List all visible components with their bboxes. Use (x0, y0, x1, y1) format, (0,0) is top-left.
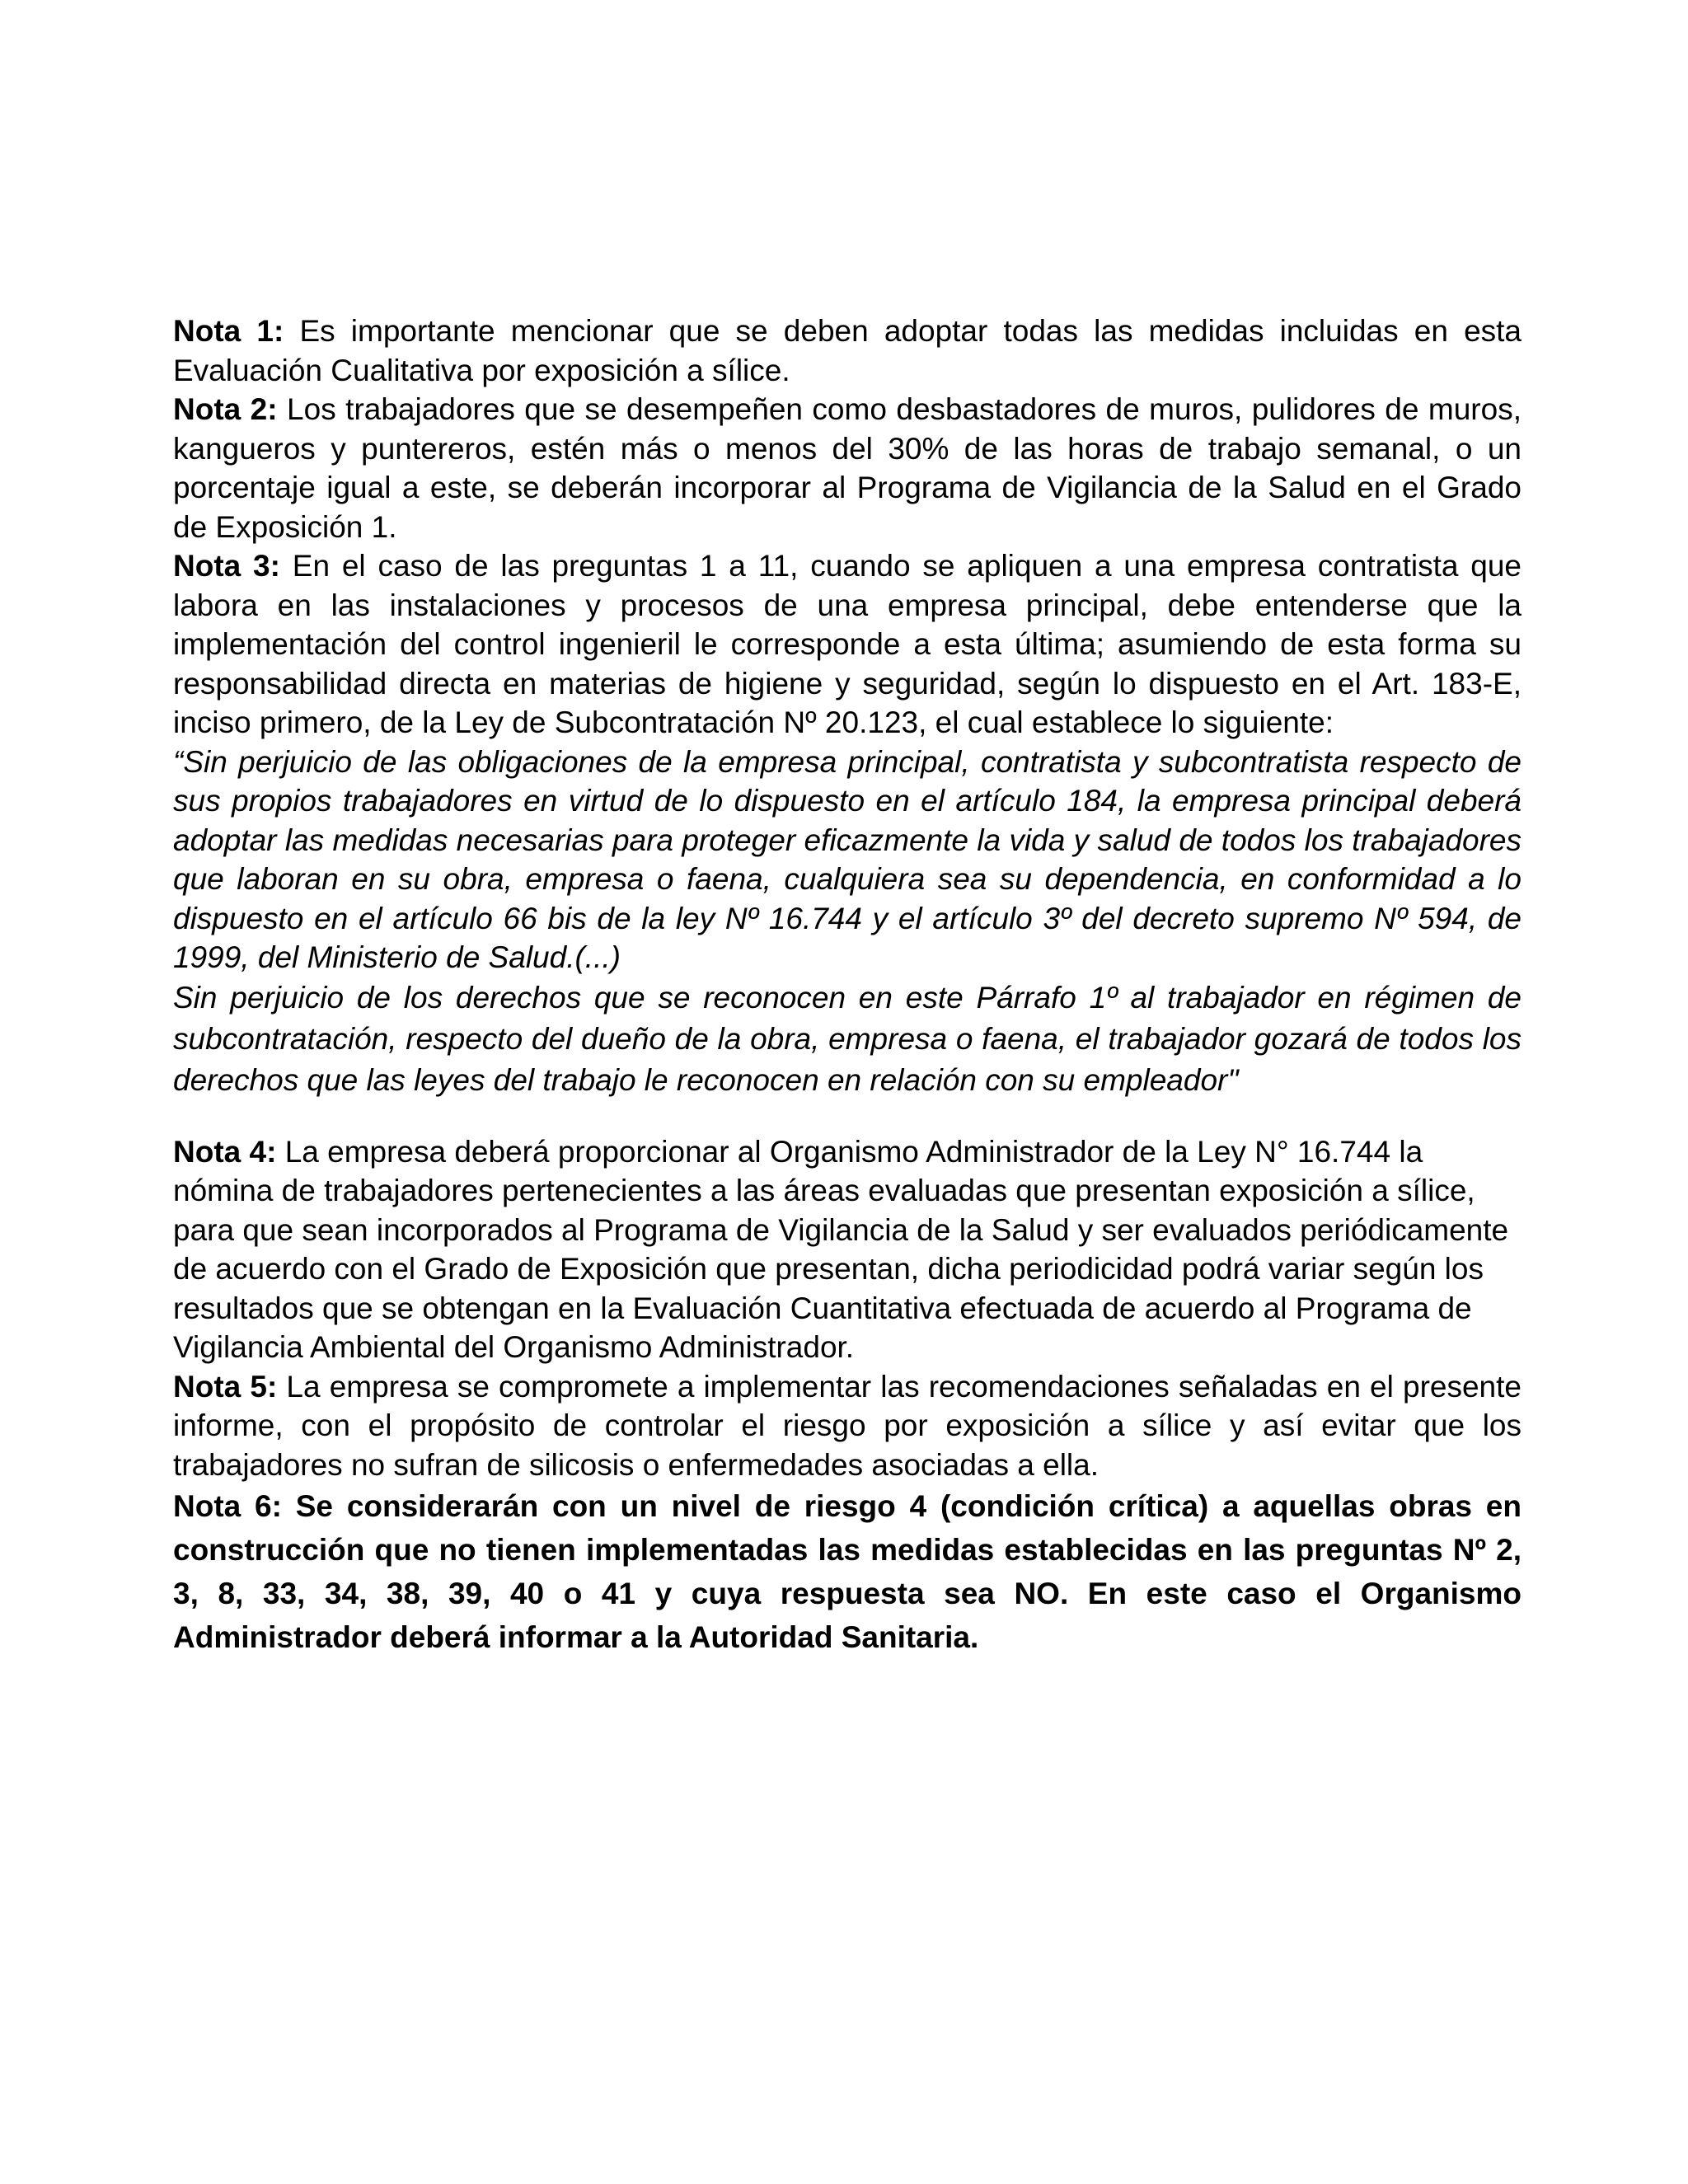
nota-2-paragraph (173, 390, 1522, 546)
notes-section (173, 312, 1522, 1659)
nota-6-paragraph (173, 1484, 1522, 1659)
nota-2-label: Nota 2: (173, 392, 278, 426)
nota-1-text: Es importante mencionar que se deben adoptar todas las medidas incluidas en esta Evaluación Cualitativa por exposición a sílice. (173, 314, 1522, 387)
nota-6-text: Se considerarán con un nivel de riesgo 4 (condición crítica) a aquellas obras en construcción que no tienen implementadas las medidas establecidas en las preguntas Nº 2, 3, 8, 33, 34, 38, 39, 40 o 41 y cuya respuesta sea NO. En este caso el Organismo Administrador deberá informar a la Autoridad Sanitaria. (173, 1489, 1522, 1654)
nota-5-label: Nota 5: (173, 1369, 278, 1404)
nota-3-label: Nota 3: (173, 549, 280, 583)
nota-4-paragraph (173, 1132, 1522, 1367)
legal-quote-part-2: Sin perjuicio de los derechos que se reconocen en este Párrafo 1º al trabajador en régimen de subcontratación, respecto del dueño de la obra, empresa o faena, el trabajador gozará de todos los derechos que las leyes del trabajo le reconocen en relación con su empleador" (173, 980, 1522, 1097)
nota-6-label: Nota 6: (173, 1489, 282, 1523)
nota-4-label: Nota 4: (173, 1134, 277, 1169)
nota-4-text: La empresa deberá proporcionar al Organismo Administrador de la Ley N° 16.744 la nómina de trabajadores pertenecientes a las áreas evaluadas que presentan exposición a sílice, para que sean incorporados al Programa de Vigilancia de la Salud y ser evaluados periódicamente de acuerdo con el Grado de Exposición que presentan, dicha periodicidad podrá variar según los resultados que se obtengan en la Evaluación Cuantitativa efectuada de acuerdo al Programa de Vigilancia Ambiental del Organismo Administrador. (173, 1134, 1509, 1364)
legal-quote-part-1: “Sin perjuicio de las obligaciones de la empresa principal, contratista y subcontratista respecto de sus propios trabajadores en virtud de lo dispuesto en el artículo 184, la empresa principal deberá adoptar las medidas necesarias para proteger eficazmente la vida y salud de todos los trabajadores que laboran en su obra, empresa o faena, cualquiera sea su dependencia, en conformidad a lo dispuesto en el artículo 66 bis de la ley Nº 16.744 y el artículo 3º del decreto supremo Nº 594, de 1999, del Ministerio de Salud.(...) (173, 744, 1522, 974)
nota-5-paragraph (173, 1367, 1522, 1485)
nota-2-text: Los trabajadores que se desempeñen como desbastadores de muros, pulidores de muros, kangueros y puntereros, estén más o menos del 30% de las horas de trabajo semanal, o un porcentaje igual a este, se deberán incorporar al Programa de Vigilancia de la Salud en el Grado de Exposición 1. (173, 392, 1522, 544)
nota-1-paragraph (173, 312, 1522, 390)
nota-3-paragraph (173, 546, 1522, 743)
nota-3-text: En el caso de las preguntas 1 a 11, cuando se apliquen a una empresa contratista que labora en las instalaciones y procesos de una empresa principal, debe entenderse que la implementación del control ingenieril le corresponde a esta última; asumiendo de esta forma su responsabilidad directa en materias de higiene y seguridad, según lo dispuesto en el Art. 183-E, inciso primero, de la Ley de Subcontratación Nº 20.123, el cual establece lo siguiente: (173, 549, 1522, 739)
nota-5-text: La empresa se compromete a implementar las recomendaciones señaladas en el presente informe, con el propósito de controlar el riesgo por exposición a sílice y así evitar que los trabajadores no sufran de silicosis o enfermedades asociadas a ella. (173, 1369, 1522, 1482)
nota-1-label: Nota 1: (173, 314, 284, 348)
